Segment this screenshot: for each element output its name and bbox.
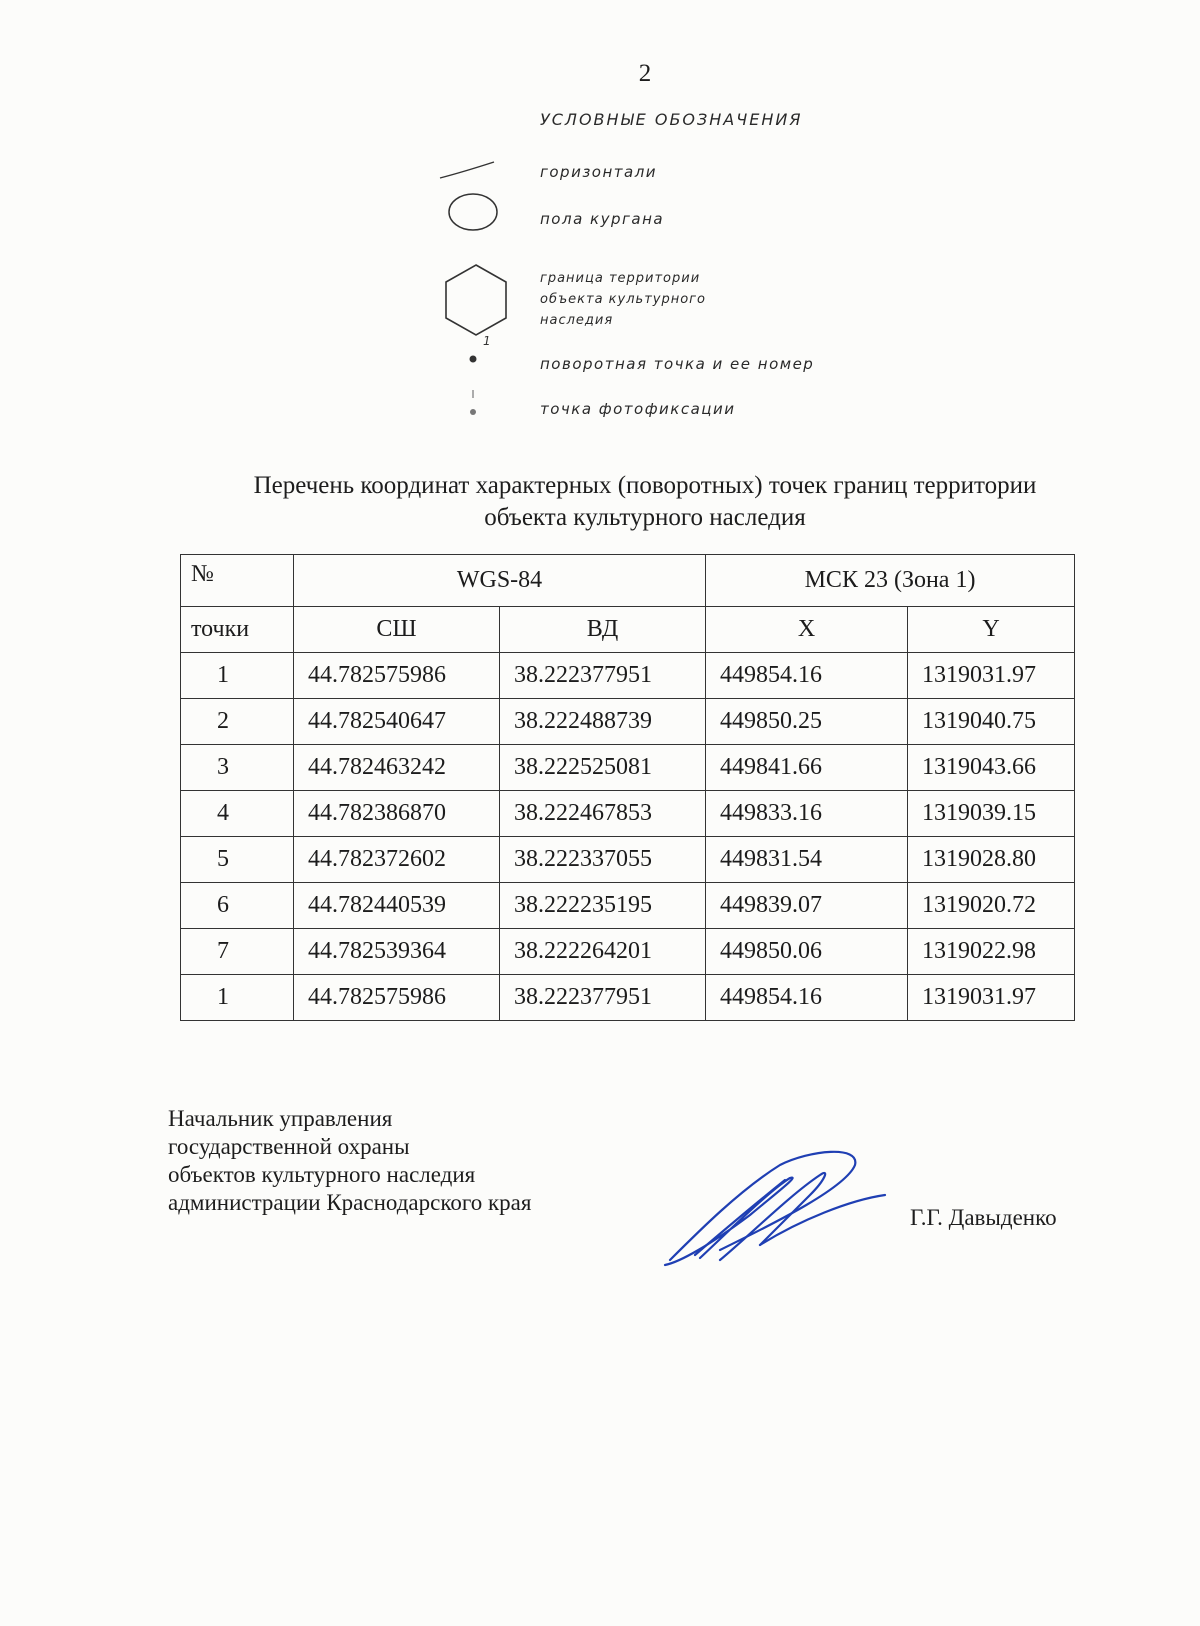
x-coordinate-cell: 449850.25 bbox=[706, 699, 908, 745]
table-row bbox=[181, 699, 1075, 745]
legend-heading: УСЛОВНЫЕ ОБОЗНАЧЕНИЯ bbox=[540, 110, 803, 129]
position-line: объектов культурного наследия bbox=[168, 1162, 476, 1187]
y-coordinate-cell: 1319031.97 bbox=[908, 653, 1075, 699]
position-line: Начальник управления bbox=[168, 1106, 393, 1131]
y-coordinate-cell: 1319043.66 bbox=[908, 745, 1075, 791]
latitude-cell: 44.782372602 bbox=[294, 837, 500, 883]
point-number-cell: 4 bbox=[181, 791, 294, 837]
longitude-cell: 38.222235195 bbox=[500, 883, 706, 929]
latitude-cell: 44.782540647 bbox=[294, 699, 500, 745]
coordinates-table bbox=[180, 554, 1075, 1021]
longitude-cell: 38.222525081 bbox=[500, 745, 706, 791]
legend-label-territory-line: наследия bbox=[540, 313, 614, 328]
table-row bbox=[181, 791, 1075, 837]
header-x: X bbox=[706, 607, 908, 653]
turning-point-icon bbox=[466, 352, 480, 366]
table-row bbox=[181, 883, 1075, 929]
y-coordinate-cell: 1319031.97 bbox=[908, 975, 1075, 1021]
header-wgs84: WGS-84 bbox=[294, 555, 706, 607]
territory-boundary-icon bbox=[442, 262, 512, 340]
legend-label-territory-line: объекта культурного bbox=[540, 292, 706, 307]
position-line: администрации Краснодарского края bbox=[168, 1190, 532, 1215]
signatory-position bbox=[168, 1105, 531, 1217]
legend-label-contours: горизонтали bbox=[540, 163, 658, 181]
position-line: государственной охраны bbox=[168, 1134, 410, 1159]
table-row bbox=[181, 975, 1075, 1021]
longitude-cell: 38.222377951 bbox=[500, 975, 706, 1021]
table-row bbox=[181, 745, 1075, 791]
handwritten-signature bbox=[660, 1150, 900, 1270]
header-latitude: СШ bbox=[294, 607, 500, 653]
latitude-cell: 44.782539364 bbox=[294, 929, 500, 975]
y-coordinate-cell: 1319028.80 bbox=[908, 837, 1075, 883]
x-coordinate-cell: 449841.66 bbox=[706, 745, 908, 791]
x-coordinate-cell: 449854.16 bbox=[706, 653, 908, 699]
point-number-cell: 5 bbox=[181, 837, 294, 883]
x-coordinate-cell: 449850.06 bbox=[706, 929, 908, 975]
longitude-cell: 38.222467853 bbox=[500, 791, 706, 837]
signatory-name: Г.Г. Давыденко bbox=[910, 1205, 1057, 1230]
table-header-row bbox=[181, 555, 1075, 607]
x-coordinate-cell: 449854.16 bbox=[706, 975, 908, 1021]
point-number-cell: 3 bbox=[181, 745, 294, 791]
y-coordinate-cell: 1319040.75 bbox=[908, 699, 1075, 745]
header-number-sign: № bbox=[181, 555, 294, 607]
point-number-cell: 1 bbox=[181, 653, 294, 699]
longitude-cell: 38.222337055 bbox=[500, 837, 706, 883]
list-title-line: Перечень координат характерных (поворотных) точек границ территории bbox=[253, 472, 1037, 499]
point-number-cell: 6 bbox=[181, 883, 294, 929]
y-coordinate-cell: 1319020.72 bbox=[908, 883, 1075, 929]
legend-label-territory bbox=[540, 268, 706, 331]
legend-label-mound: пола кургана bbox=[540, 210, 665, 228]
legend-label-photo-point: точка фотофиксации bbox=[540, 400, 736, 418]
longitude-cell: 38.222488739 bbox=[500, 699, 706, 745]
latitude-cell: 44.782440539 bbox=[294, 883, 500, 929]
page-number: 2 bbox=[638, 60, 652, 87]
table-row bbox=[181, 929, 1075, 975]
point-number-cell: 1 bbox=[181, 975, 294, 1021]
y-coordinate-cell: 1319039.15 bbox=[908, 791, 1075, 837]
mound-outline-icon bbox=[446, 190, 504, 234]
latitude-cell: 44.782386870 bbox=[294, 791, 500, 837]
coordinates-list-title bbox=[150, 470, 1140, 534]
turning-point-number: 1 bbox=[483, 334, 491, 348]
header-longitude: ВД bbox=[500, 607, 706, 653]
latitude-cell: 44.782575986 bbox=[294, 653, 500, 699]
point-number-cell: 7 bbox=[181, 929, 294, 975]
table-row bbox=[181, 653, 1075, 699]
photo-point-icon bbox=[466, 388, 480, 420]
x-coordinate-cell: 449839.07 bbox=[706, 883, 908, 929]
longitude-cell: 38.222264201 bbox=[500, 929, 706, 975]
legend-label-turning-point: поворотная точка и ее номер bbox=[540, 355, 815, 373]
legend-label-territory-line: граница территории bbox=[540, 271, 701, 286]
x-coordinate-cell: 449833.16 bbox=[706, 791, 908, 837]
contour-line-icon bbox=[438, 158, 498, 182]
table-body bbox=[181, 653, 1075, 1021]
x-coordinate-cell: 449831.54 bbox=[706, 837, 908, 883]
point-number-cell: 2 bbox=[181, 699, 294, 745]
latitude-cell: 44.782463242 bbox=[294, 745, 500, 791]
latitude-cell: 44.782575986 bbox=[294, 975, 500, 1021]
table-header-row bbox=[181, 607, 1075, 653]
longitude-cell: 38.222377951 bbox=[500, 653, 706, 699]
list-title-line: объекта культурного наследия bbox=[484, 504, 806, 531]
header-point: точки bbox=[181, 607, 294, 653]
table-row bbox=[181, 837, 1075, 883]
header-msk23: МСК 23 (Зона 1) bbox=[706, 555, 1075, 607]
y-coordinate-cell: 1319022.98 bbox=[908, 929, 1075, 975]
header-y: Y bbox=[908, 607, 1075, 653]
